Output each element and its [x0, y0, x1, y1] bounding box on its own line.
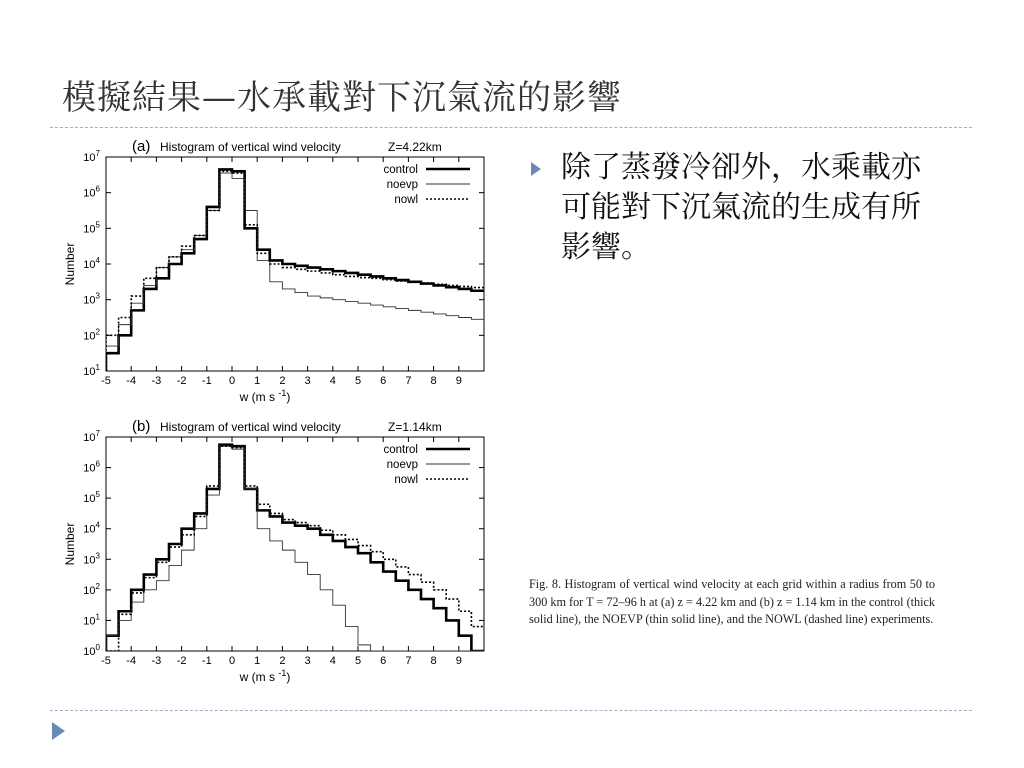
histogram-chart-a: [58, 134, 528, 414]
plot-frame: [106, 437, 484, 651]
x-tick-label: 5: [354, 655, 362, 667]
x-tick-label: 8: [430, 375, 437, 387]
x-tick-label: 6: [380, 375, 387, 387]
y-tick-label: $10^1$: [83, 612, 100, 628]
x-tick-label: 2: [279, 655, 286, 667]
chart-panel-label: (b): [132, 418, 151, 435]
chart-panel-label: (a): [132, 138, 151, 155]
footer-divider: [50, 710, 972, 711]
x-tick-label: -3: [151, 375, 162, 387]
legend-label-nowl: nowl: [394, 474, 418, 486]
x-tick-label: 4: [329, 655, 336, 667]
x-tick-label: 6: [380, 655, 387, 667]
legend-label-noevp: noevp: [386, 179, 418, 191]
next-slide-arrow-icon[interactable]: [52, 722, 65, 740]
y-tick-label: $10^2$: [83, 327, 100, 343]
y-tick-label: $10^1$: [83, 363, 100, 378]
x-tick-label: 1: [254, 655, 261, 667]
series-line-nowl: [106, 171, 484, 371]
legend-label-control: control: [383, 164, 418, 176]
x-tick-label: 3: [304, 375, 311, 387]
series-line-control: [106, 445, 484, 651]
y-tick-label: $10^5$: [83, 220, 100, 236]
y-axis-label: Number: [63, 522, 77, 566]
slide-title: 模擬結果—水承載對下沉氣流的影響: [62, 78, 622, 118]
legend-label-nowl: nowl: [394, 194, 418, 206]
y-axis-label: Number: [63, 242, 77, 286]
x-tick-label: -5: [101, 655, 111, 667]
x-tick-label: 0: [228, 375, 236, 387]
bullet-point: [535, 148, 935, 268]
x-tick-label: 0: [228, 655, 236, 667]
y-tick-label: $10^3$: [83, 551, 100, 567]
series-line-nowl: [106, 446, 484, 651]
legend-label-control: control: [383, 444, 418, 456]
x-tick-label: -2: [176, 655, 187, 667]
x-tick-label: 2: [279, 375, 286, 387]
legend-label-noevp: noevp: [386, 459, 418, 471]
y-tick-label: $10^0$: [83, 643, 100, 658]
x-tick-label: 7: [405, 375, 412, 387]
x-axis-label: w (m s $^{-1}$): [239, 388, 291, 404]
x-tick-label: 3: [304, 655, 311, 667]
series-line-noevp: [106, 446, 484, 651]
x-tick-label: -4: [126, 655, 137, 667]
histogram-chart-b: [58, 414, 528, 694]
y-tick-label: $10^2$: [83, 581, 100, 597]
y-tick-label: $10^7$: [83, 429, 100, 444]
x-tick-label: -1: [201, 375, 212, 387]
chart-level-label: Z=4.22km: [388, 140, 442, 154]
x-tick-label: -4: [126, 375, 137, 387]
y-tick-label: $10^6$: [83, 459, 100, 475]
x-tick-label: 1: [254, 375, 261, 387]
x-tick-label: -1: [201, 655, 212, 667]
y-tick-label: $10^3$: [83, 291, 100, 307]
x-tick-label: 7: [405, 655, 412, 667]
x-tick-label: 8: [430, 655, 437, 667]
chart-level-label: Z=1.14km: [388, 420, 442, 434]
x-tick-label: 9: [455, 375, 462, 387]
x-tick-label: 5: [354, 375, 362, 387]
x-axis-label: w (m s $^{-1}$): [239, 668, 291, 684]
series-line-noevp: [106, 173, 484, 371]
y-tick-label: $10^4$: [83, 520, 100, 536]
chart-title: Histogram of vertical wind velocity: [160, 140, 341, 154]
y-tick-label: $10^5$: [83, 490, 100, 506]
x-tick-label: 4: [329, 375, 336, 387]
x-tick-label: -3: [151, 655, 162, 667]
x-tick-label: -5: [101, 375, 111, 387]
y-tick-label: $10^7$: [83, 149, 100, 164]
x-tick-label: -2: [176, 375, 187, 387]
bullet-text: 除了蒸發冷卻外，水乘載亦可能對下沉氣流的生成有所影響。: [561, 150, 921, 265]
y-tick-label: $10^4$: [83, 256, 100, 271]
figure-caption: Fig. 8. Histogram of vertical wind velocity at each grid within a radius from 50 to 300 km for T = 72–96 h at (a) z = 4.22 km and (b) z = 1.14 km in the control (thick solid line), the NOEVP (thin solid line), and the NOWL (dashed line) experiments.: [529, 577, 935, 626]
x-tick-label: 9: [455, 655, 462, 667]
bullet-triangle-icon: [531, 162, 541, 176]
title-divider: [50, 127, 972, 128]
chart-title: Histogram of vertical wind velocity: [160, 420, 341, 434]
y-tick-label: $10^6$: [83, 184, 100, 200]
